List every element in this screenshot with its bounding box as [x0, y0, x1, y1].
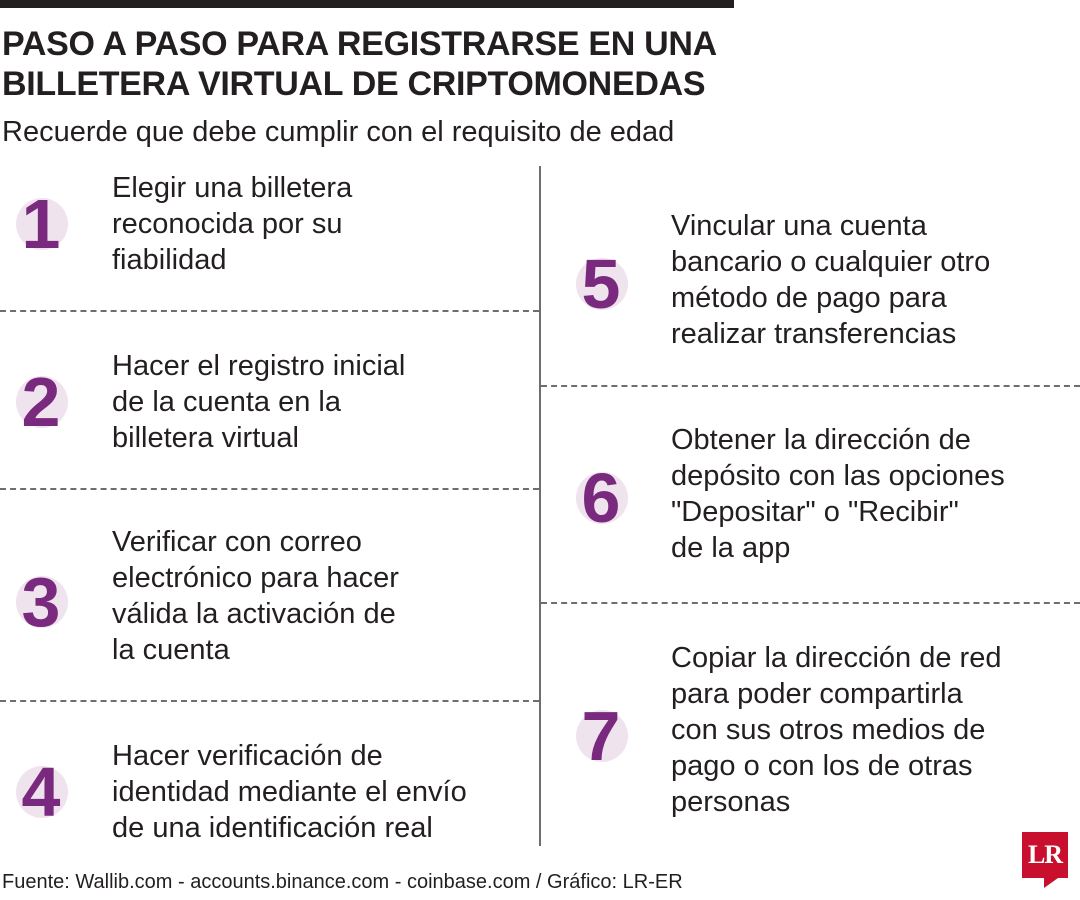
step-text-line: "Depositar" o "Recibir" — [671, 496, 959, 528]
step-text-line: Obtener la dirección de — [671, 424, 971, 456]
step-text — [112, 170, 352, 278]
column-divider — [539, 166, 541, 846]
step-text-line: Elegir una billetera — [112, 172, 353, 204]
step-text-line: de una identificación real — [112, 812, 433, 844]
step-text-line: método de pago para — [671, 282, 947, 314]
step-text-line: Copiar la dirección de red — [671, 642, 1002, 674]
step-text-line: identidad mediante el envío — [112, 776, 467, 808]
step-text-line: válida la activación de — [112, 598, 396, 630]
step-text — [112, 524, 399, 668]
step-number: 7 — [581, 697, 621, 775]
step-text-line: reconocida por su — [112, 208, 343, 240]
step-divider — [541, 602, 1080, 604]
step-text-line: Hacer el registro inicial — [112, 350, 406, 382]
step-text-line: con sus otros medios de — [671, 714, 986, 746]
step-text-line: realizar transferencias — [671, 318, 957, 350]
lr-logo — [1022, 832, 1068, 888]
step-text-line: la cuenta — [112, 634, 230, 666]
step-text-line: bancario o cualquier otro — [671, 246, 991, 278]
title-line-2: BILLETERA VIRTUAL DE CRIPTOMONEDAS — [2, 65, 706, 103]
step-divider — [0, 310, 539, 312]
step-text — [671, 422, 1005, 566]
title-line-1: PASO A PASO PARA REGISTRARSE EN UNA — [2, 25, 717, 63]
step-number: 3 — [21, 563, 61, 641]
step-number: 5 — [581, 245, 621, 323]
top-bar — [0, 0, 734, 8]
step-text-line: de la app — [671, 532, 791, 564]
step-text-line: Verificar con correo — [112, 526, 362, 558]
step-text-line: Hacer verificación de — [112, 740, 383, 772]
step-divider — [541, 385, 1080, 387]
step-text-line: electrónico para hacer — [112, 562, 399, 594]
step-text — [112, 348, 405, 456]
step-number: 1 — [21, 185, 61, 263]
step-text-line: Vincular una cuenta — [671, 210, 927, 242]
subtitle: Recuerde que debe cumplir con el requisito de edad — [2, 116, 675, 148]
step-text-line: para poder compartirla — [671, 678, 963, 710]
step-divider — [0, 700, 539, 702]
step-text — [112, 738, 467, 846]
logo-text: LR — [1022, 832, 1068, 878]
step-text-line: billetera virtual — [112, 422, 299, 454]
step-number: 6 — [581, 459, 621, 537]
step-text-line: de la cuenta en la — [112, 386, 341, 418]
step-text-line: personas — [671, 786, 791, 818]
step-text-line: fiabilidad — [112, 244, 227, 276]
step-text-line: pago o con los de otras — [671, 750, 973, 782]
step-divider — [0, 488, 539, 490]
logo-tail-icon — [1044, 878, 1058, 888]
step-text — [671, 208, 990, 352]
step-text — [671, 640, 1001, 820]
step-number: 4 — [21, 753, 61, 831]
source-credit: Fuente: Wallib.com - accounts.binance.com - coinbase.com / Gráfico: LR-ER — [2, 871, 683, 893]
step-text-line: depósito con las opciones — [671, 460, 1005, 492]
infographic-title — [2, 24, 717, 104]
step-number: 2 — [21, 363, 61, 441]
